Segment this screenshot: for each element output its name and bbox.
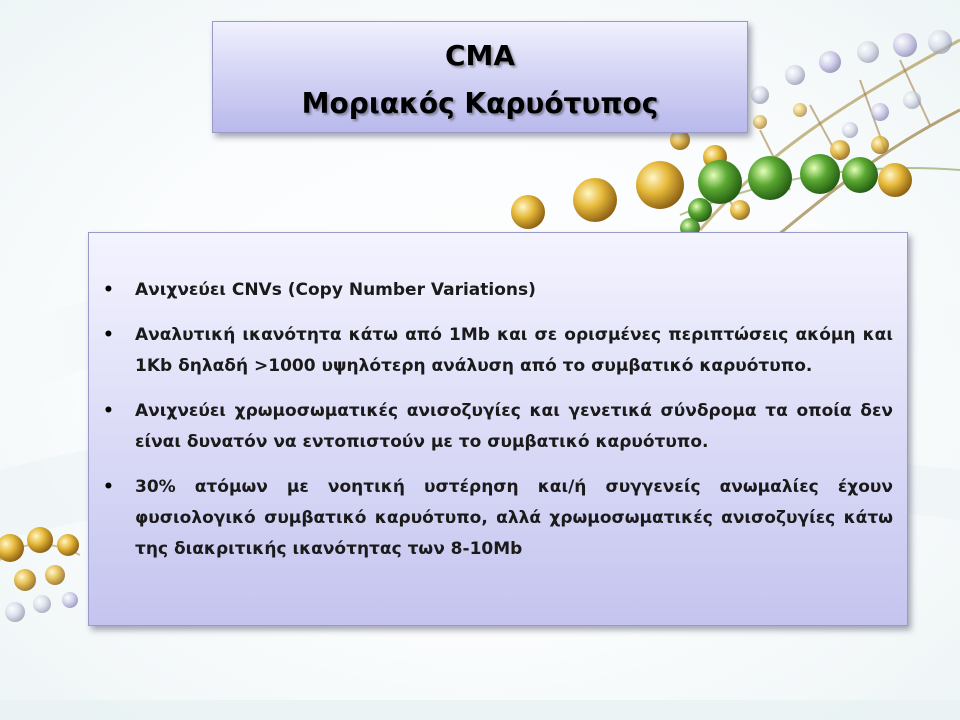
bullet-text: Ανιχνεύει χρωμοσωματικές ανισοζυγίες και γενετικά σύνδρομα τα οποία δεν είναι δυνατόν να εντοπιστούν με το συμβατικό καρυότυπο.: [135, 401, 893, 452]
bullet-list: [103, 275, 893, 565]
bullet-text: Ανιχνεύει CNVs (Copy Number Variations): [135, 280, 536, 300]
slide-subtitle: Μοριακός Καρυότυπος: [301, 87, 659, 120]
bullet-item: [103, 472, 893, 565]
bullet-icon: •: [103, 280, 114, 300]
bullet-item: [103, 275, 893, 306]
bullet-text: Αναλυτική ικανότητα κάτω από 1Mb και σε ορισμένες περιπτώσεις ακόμη και 1Kb δηλαδή >1000 υψηλότερη ανάλυση από το συμβατικό καρυότυπο.: [135, 325, 893, 376]
bullet-item: [103, 396, 893, 458]
bullet-icon: •: [103, 325, 114, 345]
bullet-text: 30% ατόμων με νοητική υστέρηση και/ή συγγενείς ανωμαλίες έχουν φυσιολογικό συμβατικό καρυότυπο, αλλά χρωμοσωματικές ανισοζυγίες κάτω της διακριτικής ικανότητας των 8-10Mb: [135, 477, 893, 559]
title-box: [212, 21, 748, 133]
bullet-item: [103, 320, 893, 382]
bullet-icon: •: [103, 477, 114, 497]
slide-title: CMA: [444, 39, 516, 72]
content-box: [88, 232, 908, 626]
bullet-icon: •: [103, 401, 114, 421]
